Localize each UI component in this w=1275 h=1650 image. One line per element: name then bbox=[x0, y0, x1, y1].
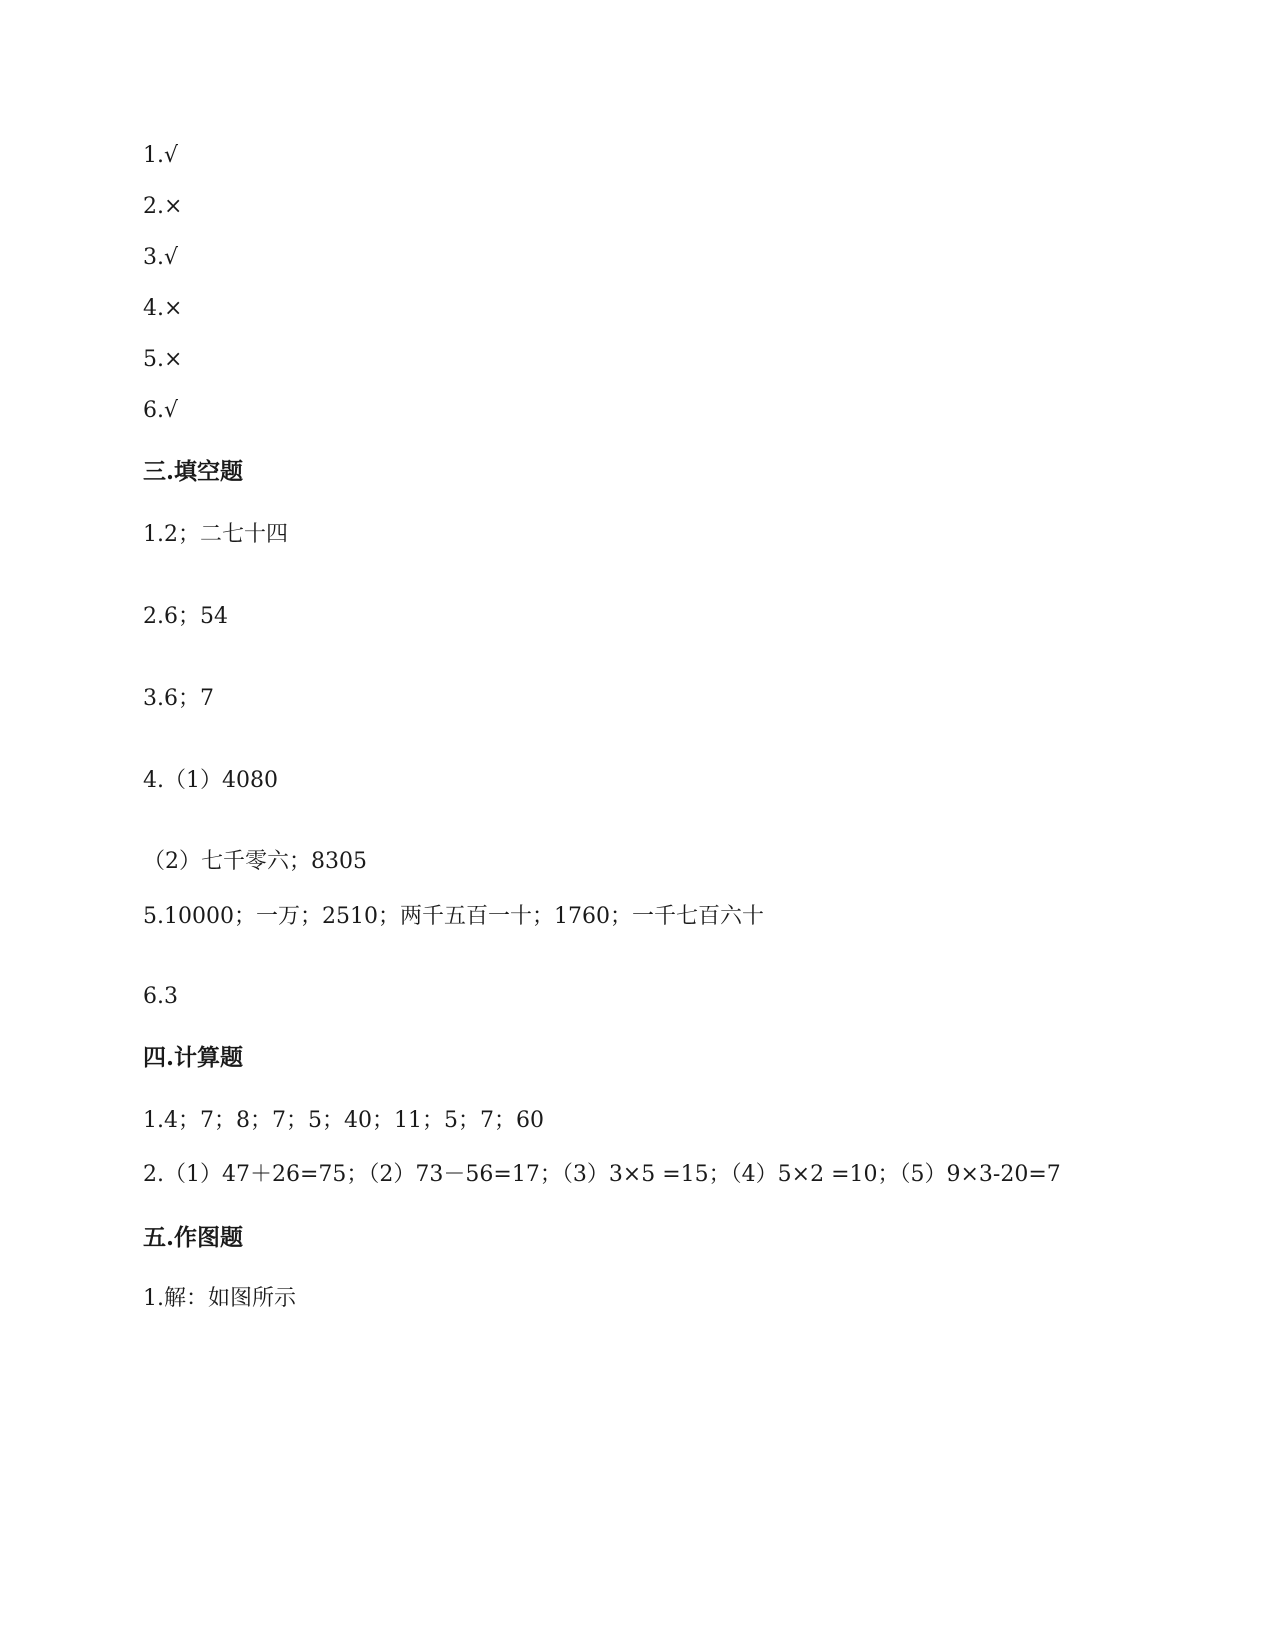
fill-blank-answer-4-part-2: （2）七千零六；8305 bbox=[143, 849, 367, 874]
fill-blank-answer-3: 3.6；7 bbox=[143, 686, 214, 711]
judgement-answer-4: 4.× bbox=[143, 296, 183, 321]
section-heading-fill-blank: 三.填空题 bbox=[143, 458, 244, 485]
judgement-answer-1: 1.√ bbox=[143, 143, 179, 168]
judgement-answer-3: 3.√ bbox=[143, 245, 179, 270]
fill-blank-answer-6: 6.3 bbox=[143, 984, 178, 1009]
judgement-answer-5: 5.× bbox=[143, 347, 183, 372]
fill-blank-answer-5: 5.10000；一万；2510；两千五百一十；1760；一千七百六十 bbox=[143, 904, 764, 929]
section-heading-drawing: 五.作图题 bbox=[143, 1224, 244, 1251]
fill-blank-answer-2: 2.6；54 bbox=[143, 604, 228, 629]
section-heading-calculation: 四.计算题 bbox=[143, 1044, 244, 1071]
calculation-answer-2: 2.（1）47＋26=75；（2）73－56=17；（3）3×5 =15；（4）5×2 =10；（5）9×3-20=7 bbox=[143, 1162, 1061, 1187]
fill-blank-answer-4: 4.（1）4080 bbox=[143, 768, 278, 793]
judgement-answer-2: 2.× bbox=[143, 194, 183, 219]
fill-blank-answer-1: 1.2；二七十四 bbox=[143, 522, 288, 547]
drawing-answer-1: 1.解：如图所示 bbox=[143, 1286, 296, 1311]
calculation-answer-1: 1.4；7；8；7；5；40；11；5；7；60 bbox=[143, 1108, 544, 1133]
judgement-answer-6: 6.√ bbox=[143, 398, 179, 423]
